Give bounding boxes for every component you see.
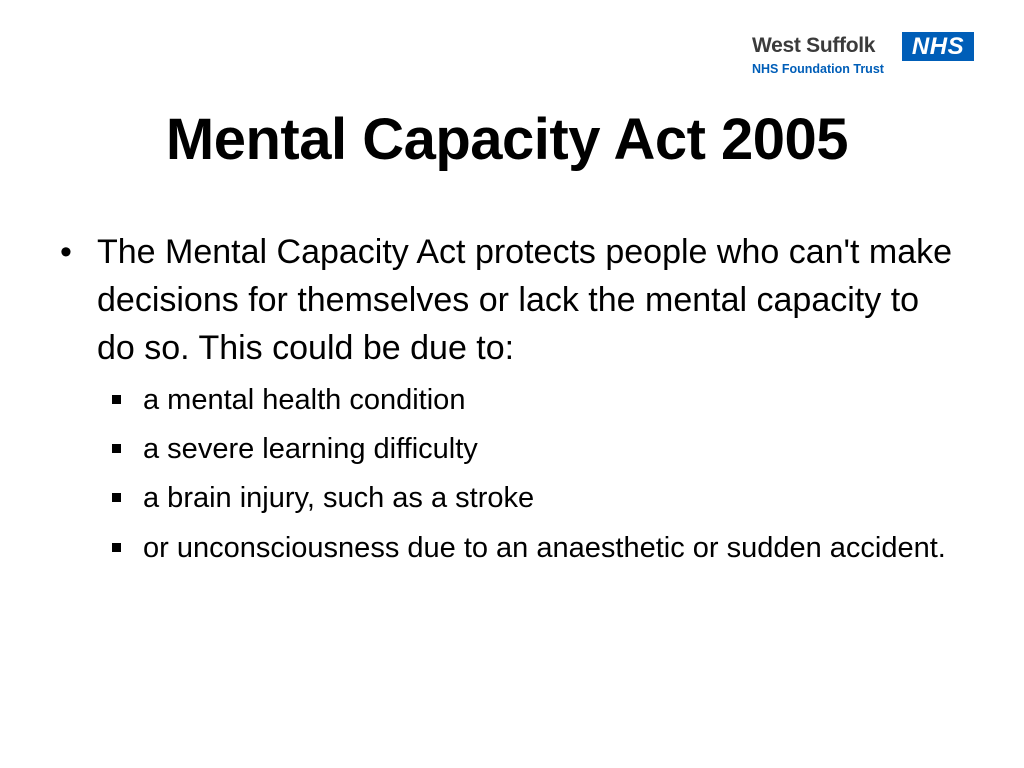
logo-org-name: West Suffolk	[752, 34, 876, 57]
nhs-badge: NHS	[902, 32, 974, 61]
sub-bullet-item	[110, 429, 970, 469]
sub-bullet-text: a brain injury, such as a stroke	[143, 482, 535, 514]
sub-bullet-text: or unconsciousness due to an anaesthetic or sudden accident.	[143, 532, 946, 564]
bullet-dot-icon: •	[60, 233, 72, 271]
sub-bullet-text: a mental health condition	[143, 384, 466, 416]
square-bullet-icon	[112, 395, 121, 404]
sub-bullet-item	[110, 528, 970, 608]
sub-bullet-item	[110, 478, 970, 518]
sub-bullet-item	[110, 380, 970, 420]
square-bullet-icon	[112, 543, 121, 552]
slide-title: Mental Capacity Act 2005	[165, 107, 849, 172]
bullet-text: The Mental Capacity Act protects people who can't make decisions for themselves or lack the mental capacity to do so. This could be due to:	[97, 233, 953, 367]
square-bullet-icon	[112, 493, 121, 502]
sub-bullet-text: a severe learning difficulty	[143, 433, 478, 465]
logo-subtitle: NHS Foundation Trust	[752, 62, 884, 76]
square-bullet-icon	[112, 444, 121, 453]
